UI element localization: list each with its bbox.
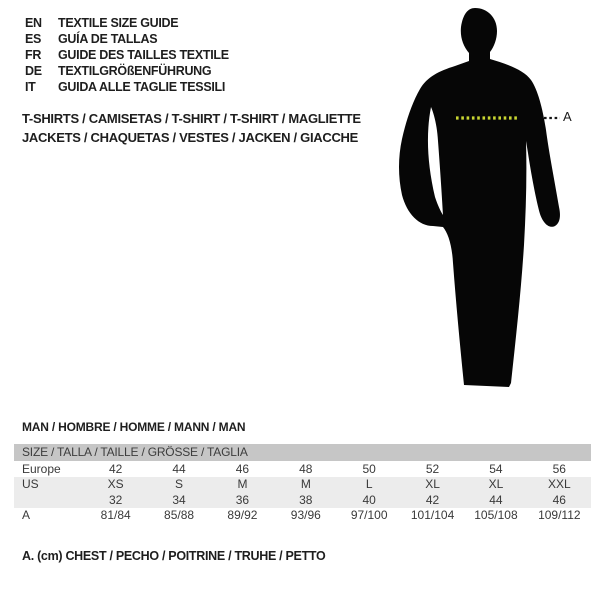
size-cell: 50: [362, 461, 376, 476]
size-cell: 56: [552, 461, 566, 476]
size-cell: 36: [235, 492, 250, 507]
size-cell: 81/84: [100, 508, 131, 523]
size-table-body: [14, 461, 591, 523]
size-cell: 52: [425, 461, 440, 476]
size-cell: 40: [362, 492, 376, 507]
size-cell: L: [365, 477, 373, 492]
size-cell: 93/96: [290, 508, 321, 523]
language-row-it: [25, 79, 229, 95]
language-row-fr: [25, 47, 229, 63]
size-cell: 101/104: [410, 508, 455, 523]
table-row-europe: [14, 461, 591, 477]
language-code: EN: [25, 16, 42, 30]
language-row-en: [25, 15, 229, 31]
size-cell: 89/92: [227, 508, 258, 523]
row-label: US: [22, 477, 39, 492]
man-silhouette: [399, 8, 560, 387]
size-cell: 42: [425, 492, 440, 507]
section-title-man: MAN / HOMBRE / HOMME / MANN / MAN: [22, 420, 246, 434]
size-cell: 34: [172, 492, 186, 507]
measurement-a-label: A: [563, 109, 572, 124]
size-table: [14, 444, 591, 523]
language-code: DE: [25, 64, 42, 78]
size-cell: 32: [109, 492, 123, 507]
size-cell: 109/112: [538, 508, 581, 523]
chest-measurement-note: A. (cm) CHEST / PECHO / POITRINE / TRUHE / PETTO: [22, 549, 326, 563]
size-cell: XS: [107, 477, 124, 492]
size-cell: S: [175, 477, 184, 492]
size-cell: 46: [235, 461, 250, 476]
size-cell: M: [237, 477, 248, 492]
size-table-header: SIZE / TALLA / TAILLE / GRÖSSE / TAGLIA: [14, 444, 591, 461]
table-row-a: [14, 508, 591, 524]
language-code: IT: [25, 80, 36, 94]
language-label: TEXTILE SIZE GUIDE: [58, 16, 179, 30]
language-code: FR: [25, 48, 42, 62]
man-silhouette-figure: [397, 5, 577, 390]
size-cell: 44: [172, 461, 186, 476]
table-row-us: [14, 477, 591, 493]
language-label: GUIDE DES TAILLES TEXTILE: [58, 48, 229, 62]
language-row-de: [25, 63, 229, 79]
language-row-es: [25, 31, 229, 47]
size-cell: 38: [299, 492, 313, 507]
size-cell: 42: [109, 461, 123, 476]
row-label: A: [22, 508, 31, 523]
language-label: GUÍA DE TALLAS: [58, 32, 158, 46]
category-line-jackets: JACKETS / CHAQUETAS / VESTES / JACKEN / GIACCHE: [22, 130, 358, 145]
table-row-numeric-2: [14, 492, 591, 508]
size-cell: 85/88: [164, 508, 195, 523]
size-cell: XXL: [547, 477, 571, 492]
size-cell: XL: [425, 477, 440, 492]
row-label: Europe: [22, 461, 61, 476]
size-cell: 44: [489, 492, 503, 507]
language-label: TEXTILGRÖßENFÜHRUNG: [58, 64, 212, 78]
size-cell: 54: [489, 461, 503, 476]
size-cell: XL: [488, 477, 504, 492]
category-lines: [22, 109, 361, 147]
size-cell: 97/100: [350, 508, 388, 523]
category-line-tshirts: T-SHIRTS / CAMISETAS / T-SHIRT / T-SHIRT / MAGLIETTE: [22, 111, 361, 126]
size-cell: 48: [299, 461, 313, 476]
size-cell: 105/108: [474, 508, 518, 523]
man-silhouette-svg: [397, 5, 577, 390]
language-label: GUIDA ALLE TAGLIE TESSILI: [58, 80, 226, 94]
language-list: [25, 15, 229, 95]
language-code: ES: [25, 32, 42, 46]
size-cell: 46: [552, 492, 566, 507]
size-cell: M: [300, 477, 311, 492]
